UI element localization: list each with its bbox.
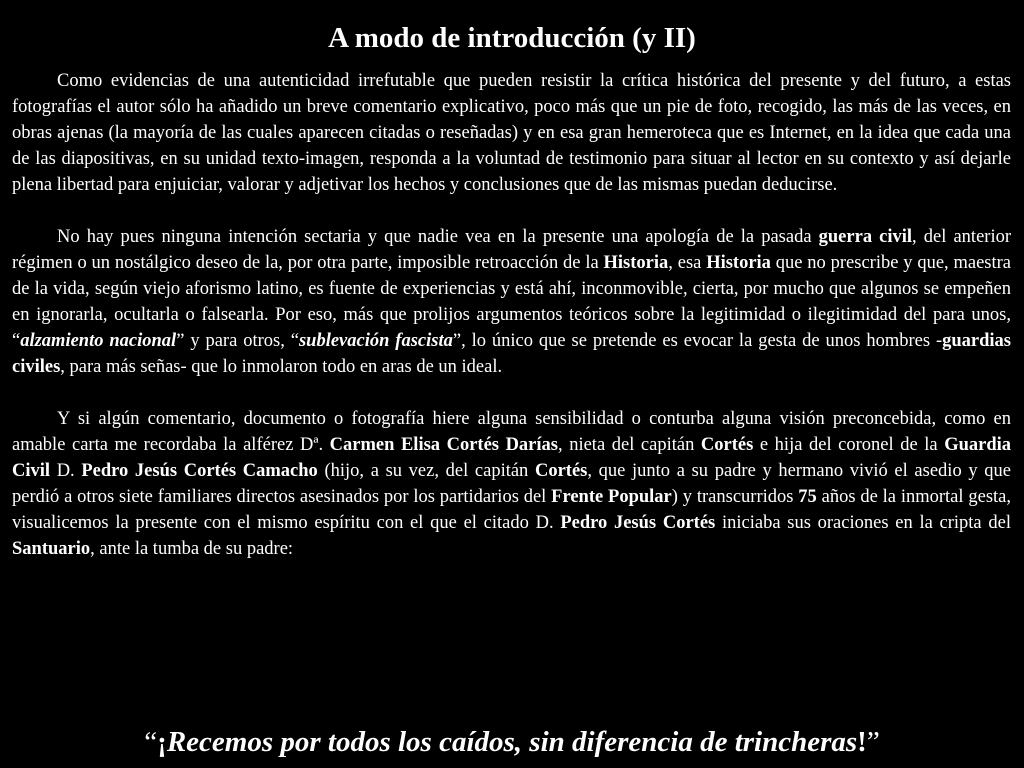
emphasis-sublevacion-fascista: sublevación fascista — [298, 331, 453, 351]
paragraph-1 — [12, 68, 1011, 198]
open-quote-mark: “ — [144, 726, 158, 758]
paragraph-3-text: años de la inmortal gesta, visualicemos la presente con el mismo espíritu con el que el citado D. — [12, 487, 1011, 533]
slide-title: A modo de introducción (y II) — [328, 22, 696, 54]
emphasis-historia: Historia — [603, 253, 669, 273]
emphasis-pedro-jesus-cortes-camacho: Pedro Jesús Cortés Camacho — [81, 461, 318, 481]
paragraph-2 — [12, 224, 1011, 380]
emphasis-guardias-civiles: guardias civiles — [12, 331, 1011, 377]
paragraph-spacer — [12, 198, 1011, 224]
paragraph-3-text: D. — [50, 461, 82, 481]
emphasis-guerra-civil: guerra civil — [818, 227, 913, 247]
paragraph-3-text: Y si algún comentario, documento o fotografía hiere alguna sensibilidad o conturba alguna visión preconcebida, como en amable carta me recordaba la alférez Dª. — [12, 409, 1011, 455]
emphasis-guardia-civil: Guardia Civil — [12, 435, 1012, 481]
closing-quote — [0, 722, 1024, 762]
emphasis-cortes: Cortés — [534, 461, 588, 481]
emphasis-carmen-elisa-cortes-darias: Carmen Elisa Cortés Darías — [329, 435, 558, 455]
open-exclamation-mark: ¡ — [157, 726, 167, 758]
paragraph-2-text: , esa — [668, 253, 707, 273]
paragraph-3-text: , nieta del capitán — [558, 435, 701, 455]
paragraph-spacer — [12, 380, 1011, 406]
paragraph-2-text: No hay pues ninguna intención sectaria y que nadie vea en la presente una apología de la pasada — [57, 227, 819, 247]
paragraph-1-text: Como evidencias de una autenticidad irrefutable que pueden resistir la crítica histórica del presente y del futuro, a estas fotografías el autor sólo ha añadido un breve comentario explicativo, poco más que un pie de foto, recogido, las más de las veces, en obras ajenas (la mayoría de las cuales aparecen citadas o reseñadas) y en esa gran hemeroteca que es Internet, en la idea que cada una de las diapositivas, en su unidad texto-imagen, responda a la voluntad de testimonio para situar al lector en su contexto y así dejarle plena libertad para enjuiciar, valorar y adjetivar los hechos y conclusiones que de las mismas puedan deducirse. — [12, 71, 1011, 195]
body-text — [12, 68, 1011, 562]
close-quote-mark: ” — [866, 726, 880, 758]
paragraph-3 — [12, 406, 1011, 562]
emphasis-santuario: Santuario — [12, 539, 91, 559]
paragraph-3-text: e hija del coronel de la — [753, 435, 945, 455]
emphasis-75: 75 — [798, 487, 817, 507]
paragraph-2-text: que no prescribe y que, maestra de la vida, según viejo aforismo latino, es fuente de experiencias y está ahí, inconmovible, cierta, por mucho que algunos se empeñen en ignorarla, ocultarla o falsearla. Por eso, más que prolijos argumentos teóricos sobre la legitimidad o ilegitimidad del para unos, “ — [12, 253, 1012, 351]
paragraph-3-text: iniciaba sus oraciones en la cripta del — [715, 513, 1011, 533]
paragraph-3-text: , que junto a su padre y hermano vivió el asedio y que perdió a otros siete familiares directos asesinados por los partidarios del — [12, 461, 1011, 507]
paragraph-2-text: , para más señas- que lo inmolaron todo en aras de un ideal. — [60, 357, 503, 377]
paragraph-3-text: (hijo, a su vez, del capitán — [317, 461, 535, 481]
paragraph-2-text: , del anterior régimen o un nostálgico deseo de la, por otra parte, imposible retroacción de la — [12, 227, 1011, 273]
paragraph-2-text: ” y para otros, “ — [176, 331, 299, 351]
paragraph-3-text: , ante la tumba de su padre: — [90, 539, 294, 559]
emphasis-alzamiento-nacional: alzamiento nacional — [20, 331, 177, 351]
emphasis-frente-popular: Frente Popular — [551, 487, 672, 507]
paragraph-2-text: ”, lo único que se pretende es evocar la gesta de unos hombres - — [452, 331, 943, 351]
emphasis-cortes: Cortés — [700, 435, 754, 455]
emphasis-historia: Historia — [706, 253, 771, 273]
paragraph-3-text: ) y transcurridos — [671, 487, 799, 507]
close-exclamation-mark: ! — [857, 726, 867, 758]
closing-quote-text: Recemos por todos los caídos, sin diferencia de trincheras — [166, 726, 858, 758]
emphasis-pedro-jesus-cortes: Pedro Jesús Cortés — [560, 513, 716, 533]
